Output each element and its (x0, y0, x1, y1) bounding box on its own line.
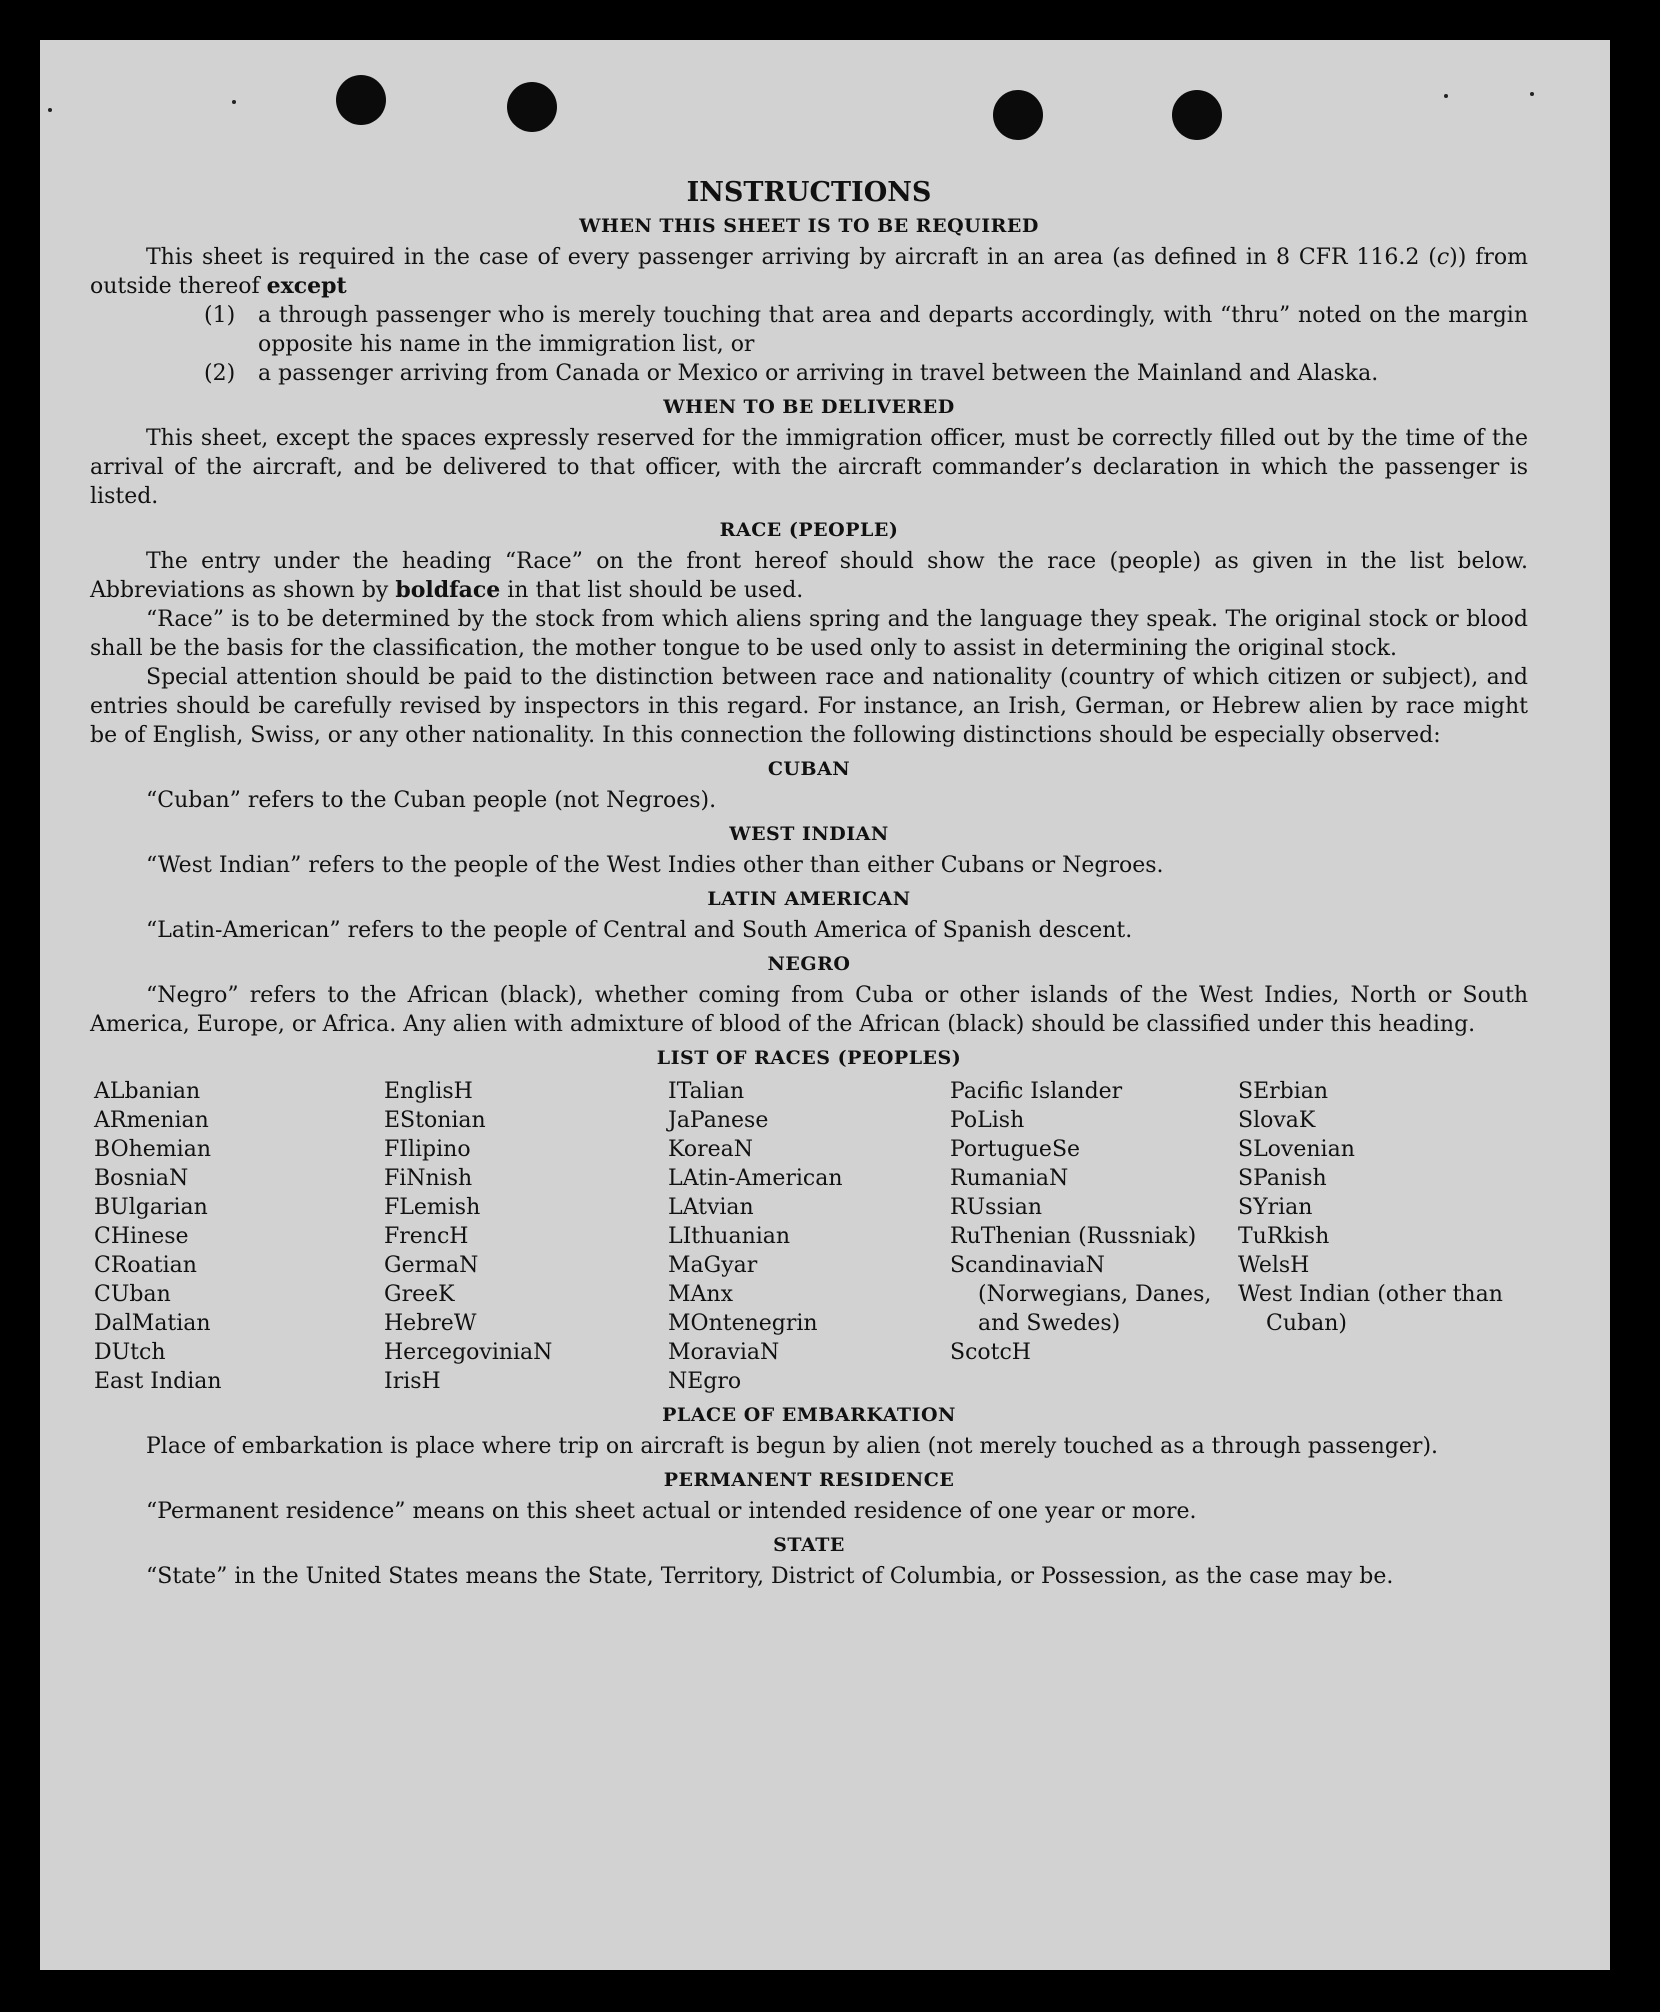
race-entry: SYrian (1238, 1195, 1313, 1220)
race-entry: CHinese (94, 1224, 189, 1249)
race-p1-boldface: boldface (395, 577, 501, 603)
race-entry: BUlgarian (94, 1195, 208, 1220)
section-heading-west-indian: WEST INDIAN (729, 823, 889, 845)
race-entry: WelsH (1238, 1253, 1310, 1278)
state-text: “State” in the United States means the State, Territory, District of Columbia, or Possession, as the case may be. (146, 1564, 1394, 1589)
punch-hole (507, 82, 557, 132)
negro-text: “Negro” refers to the African (black), whether coming from Cuba or other islands of the West Indies, North or South America, Europe, or Africa. Any alien with admixture of blood of the African (black) should be classified under this heading. (90, 983, 1528, 1037)
race-entry: KoreaN (668, 1137, 753, 1162)
section-heading-required: WHEN THIS SHEET IS TO BE REQUIRED (579, 215, 1039, 237)
instructions-content (90, 178, 1528, 1591)
race-column (1238, 1077, 1508, 1396)
exception-text: a through passenger who is merely touching that area and departs accordingly, with “thru” noted on the margin opposite his name in the immigration list, or (258, 303, 1528, 357)
delivered-text: This sheet, except the spaces expressly reserved for the immigration officer, must be correctly filled out by the time of the arrival of the aircraft, and be delivered to that officer, with the aircraft commander’s declaration in which the passenger is listed. (90, 426, 1528, 509)
race-entry: HercegoviniaN (384, 1340, 553, 1365)
race-entry: MoraviaN (668, 1340, 780, 1365)
race-entry: RUssian (950, 1195, 1043, 1220)
race-entry: FrencH (384, 1224, 469, 1249)
race-entry: MAnx (668, 1282, 733, 1307)
race-entry: ARmenian (94, 1108, 209, 1133)
section-heading-latin-american: LATIN AMERICAN (707, 888, 911, 910)
section-heading-state: STATE (773, 1534, 845, 1556)
race-entry: MOntenegrin (668, 1311, 818, 1336)
race-entry: ScotcH (950, 1340, 1031, 1365)
section-heading-residence: PERMANENT RESIDENCE (663, 1469, 955, 1491)
race-entry: BosniaN (94, 1166, 189, 1191)
race-entry: East Indian (94, 1369, 222, 1394)
section-heading-embarkation: PLACE OF EMBARKATION (662, 1404, 956, 1426)
race-entry: RuThenian (Russniak) (950, 1224, 1197, 1249)
race-entry: PoLish (950, 1108, 1025, 1133)
race-entry: CRoatian (94, 1253, 197, 1278)
exception-item (204, 359, 1528, 388)
race-entry: DalMatian (94, 1311, 211, 1336)
race-entry: IrisH (384, 1369, 441, 1394)
speck (48, 108, 52, 112)
speck (1444, 94, 1448, 98)
race-entry: SErbian (1238, 1079, 1329, 1104)
document-sheet (40, 40, 1610, 1970)
race-entry: ITalian (668, 1079, 745, 1104)
race-p1-a: The entry under the heading “Race” on the front hereof should show the race (people) as given in the list below. Abbreviations as shown by (90, 549, 1528, 603)
section-heading-delivered: WHEN TO BE DELIVERED (663, 396, 955, 418)
race-entry: BOhemian (94, 1137, 211, 1162)
race-entry: EStonian (384, 1108, 486, 1133)
race-entry: ALbanian (94, 1079, 201, 1104)
section-heading-negro: NEGRO (767, 953, 851, 975)
latin-american-text: “Latin-American” refers to the people of Central and South America of Spanish descent. (146, 918, 1133, 943)
race-entry: SlovaK (1238, 1108, 1316, 1133)
race-column (384, 1077, 668, 1396)
race-entry: GreeK (384, 1282, 455, 1307)
west-indian-text: “West Indian” refers to the people of the West Indies other than either Cubans or Negroes. (146, 853, 1164, 878)
exception-number: (2) (204, 361, 236, 386)
cuban-text: “Cuban” refers to the Cuban people (not Negroes). (146, 788, 717, 813)
race-entry: LAtvian (668, 1195, 754, 1220)
race-p1-c: in that list should be used. (500, 578, 804, 603)
page-title: INSTRUCTIONS (686, 177, 932, 208)
race-entry: LIthuanian (668, 1224, 791, 1249)
race-entry: FLemish (384, 1195, 481, 1220)
residence-text: “Permanent residence” means on this sheet actual or intended residence of one year or more. (146, 1499, 1197, 1524)
race-column (94, 1077, 384, 1396)
race-entry: Pacific Islander (950, 1079, 1123, 1104)
race-entry: SPanish (1238, 1166, 1327, 1191)
race-entry: LAtin-American (668, 1166, 843, 1191)
race-entry: ScandinaviaN (Norwegians, Danes, and Swedes) (950, 1253, 1212, 1336)
exception-list (90, 301, 1528, 388)
exception-item (204, 301, 1528, 359)
speck (232, 100, 236, 104)
race-list (94, 1077, 1528, 1396)
race-paragraph-2: “Race” is to be determined by the stock from which aliens spring and the language they speak. The original stock or blood shall be the basis for the classification, the mother tongue to be used only to assist in determining the original stock. (90, 607, 1528, 661)
race-column (668, 1077, 950, 1396)
race-entry: JaPanese (668, 1108, 769, 1133)
race-entry: NEgro (668, 1369, 742, 1394)
required-intro-a: This sheet is required in the case of every passenger arriving by aircraft in an area (as defined in 8 CFR 116.2 ( (146, 245, 1437, 270)
race-entry: EnglisH (384, 1079, 473, 1104)
required-intro-except: except (266, 273, 347, 299)
race-entry: DUtch (94, 1340, 166, 1365)
section-heading-list-of-races: LIST OF RACES (PEOPLES) (656, 1047, 962, 1069)
race-entry: HebreW (384, 1311, 477, 1336)
section-heading-cuban: CUBAN (767, 758, 851, 780)
race-entry: CUban (94, 1282, 171, 1307)
race-entry: SLovenian (1238, 1137, 1355, 1162)
race-entry: RumaniaN (950, 1166, 1069, 1191)
race-entry: West Indian (other than Cuban) (1238, 1282, 1503, 1336)
race-paragraph-3: Special attention should be paid to the distinction between race and nationality (country of which citizen or subject), and entries should be carefully revised by inspectors in this regard. For instance, an Irish, German, or Hebrew alien by race might be of English, Swiss, or any other nationality. In this connection the following distinctions should be especially observed: (90, 665, 1528, 748)
required-intro (90, 243, 1528, 301)
race-entry: TuRkish (1238, 1224, 1330, 1249)
exception-number: (1) (204, 303, 236, 328)
race-entry: MaGyar (668, 1253, 758, 1278)
race-paragraph-1 (90, 547, 1528, 605)
race-entry: GermaN (384, 1253, 479, 1278)
race-entry: FIlipino (384, 1137, 471, 1162)
punch-hole (1172, 90, 1222, 140)
punch-hole (336, 75, 386, 125)
punch-hole (993, 90, 1043, 140)
race-entry: FiNnish (384, 1166, 473, 1191)
speck (1530, 92, 1534, 96)
required-intro-b: c (1436, 245, 1450, 270)
section-heading-race: RACE (PEOPLE) (719, 519, 899, 541)
race-column (950, 1077, 1238, 1396)
embarkation-text: Place of embarkation is place where trip on aircraft is begun by alien (not merely touched as a through passenger). (146, 1434, 1439, 1459)
exception-text: a passenger arriving from Canada or Mexico or arriving in travel between the Mainland and Alaska. (258, 361, 1379, 386)
race-entry: PortugueSe (950, 1137, 1081, 1162)
required-intro-c: )) from outside thereof (90, 245, 1528, 299)
